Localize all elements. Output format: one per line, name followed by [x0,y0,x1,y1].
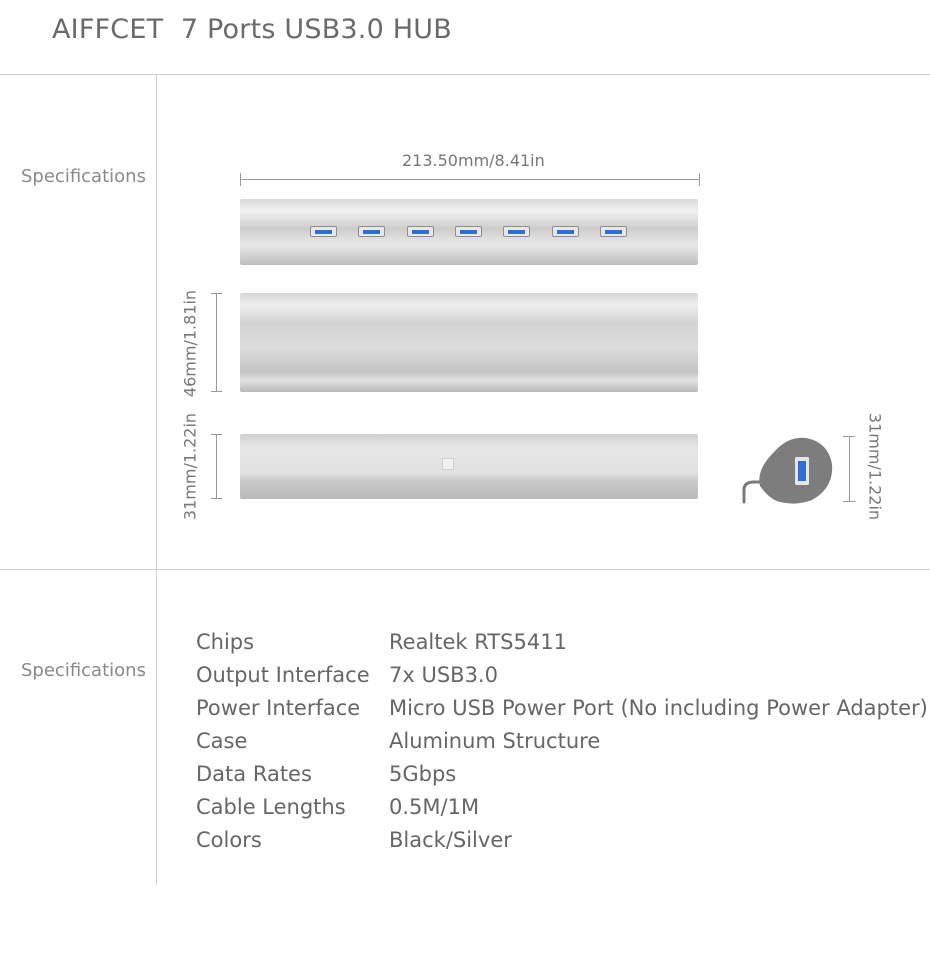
height-dimension-tick-top [211,293,222,294]
spec-table [196,625,928,856]
hub-bottom-view [240,434,698,499]
depth-dimension-label-right: 31mm/1.22in [865,412,885,521]
header-divider [0,74,930,75]
depth-dimension-line-right [849,436,850,502]
spec-row [196,790,928,823]
diagram-section-label: Specifications [21,166,146,187]
spec-value: Realtek RTS5411 [389,629,567,654]
brand-logo [442,458,454,470]
depth-dimension-tick-top-right [843,436,855,437]
spec-value: 7x USB3.0 [389,662,498,687]
length-dimension-label: 213.50mm/8.41in [402,151,545,170]
spec-value: Aluminum Structure [389,728,601,753]
depth-dimension-tick-top-left [211,434,222,435]
usb-port-icon [310,226,337,237]
spec-value: 0.5M/1M [389,794,480,819]
usb-port-icon [552,226,579,237]
depth-dimension-tick-bottom-left [211,498,222,499]
spec-row [196,625,928,658]
usb-port-icon [407,226,434,237]
spec-row [196,757,928,790]
spec-section-label: Specifications [21,660,146,681]
spec-key: Colors [196,827,262,852]
depth-dimension-line-left [216,434,217,499]
spec-key: Data Rates [196,761,312,786]
usb-port-icon [503,226,530,237]
height-dimension-line [216,293,217,392]
spec-value: Black/Silver [389,827,512,852]
spec-row [196,724,928,757]
column-divider [156,75,157,885]
spec-value: Micro USB Power Port (No including Power Adapter) [389,695,928,720]
spec-key: Cable Lengths [196,794,346,819]
depth-dimension-label-left: 31mm/1.22in [180,412,200,521]
usb-port-icon [455,226,482,237]
spec-row [196,823,928,856]
length-dimension-line [240,179,700,180]
hub-end-view [736,430,846,510]
section-divider [0,569,930,570]
hub-side-view [240,293,698,392]
usb-port-icon [600,226,627,237]
spec-row [196,691,928,724]
spec-key: Power Interface [196,695,361,720]
length-dimension-tick-right [699,173,700,186]
usb-port-icon [358,226,385,237]
page-title: AIFFCET 7 Ports USB3.0 HUB [52,14,452,45]
height-dimension-label: 46mm/1.81in [180,289,200,398]
spec-value: 5Gbps [389,761,457,786]
length-dimension-tick-left [240,173,241,186]
spec-key: Chips [196,629,255,654]
height-dimension-tick-bottom [211,391,222,392]
depth-dimension-tick-bottom-right [843,501,855,502]
spec-key: Case [196,728,248,753]
spec-row [196,658,928,691]
spec-key: Output Interface [196,662,370,687]
